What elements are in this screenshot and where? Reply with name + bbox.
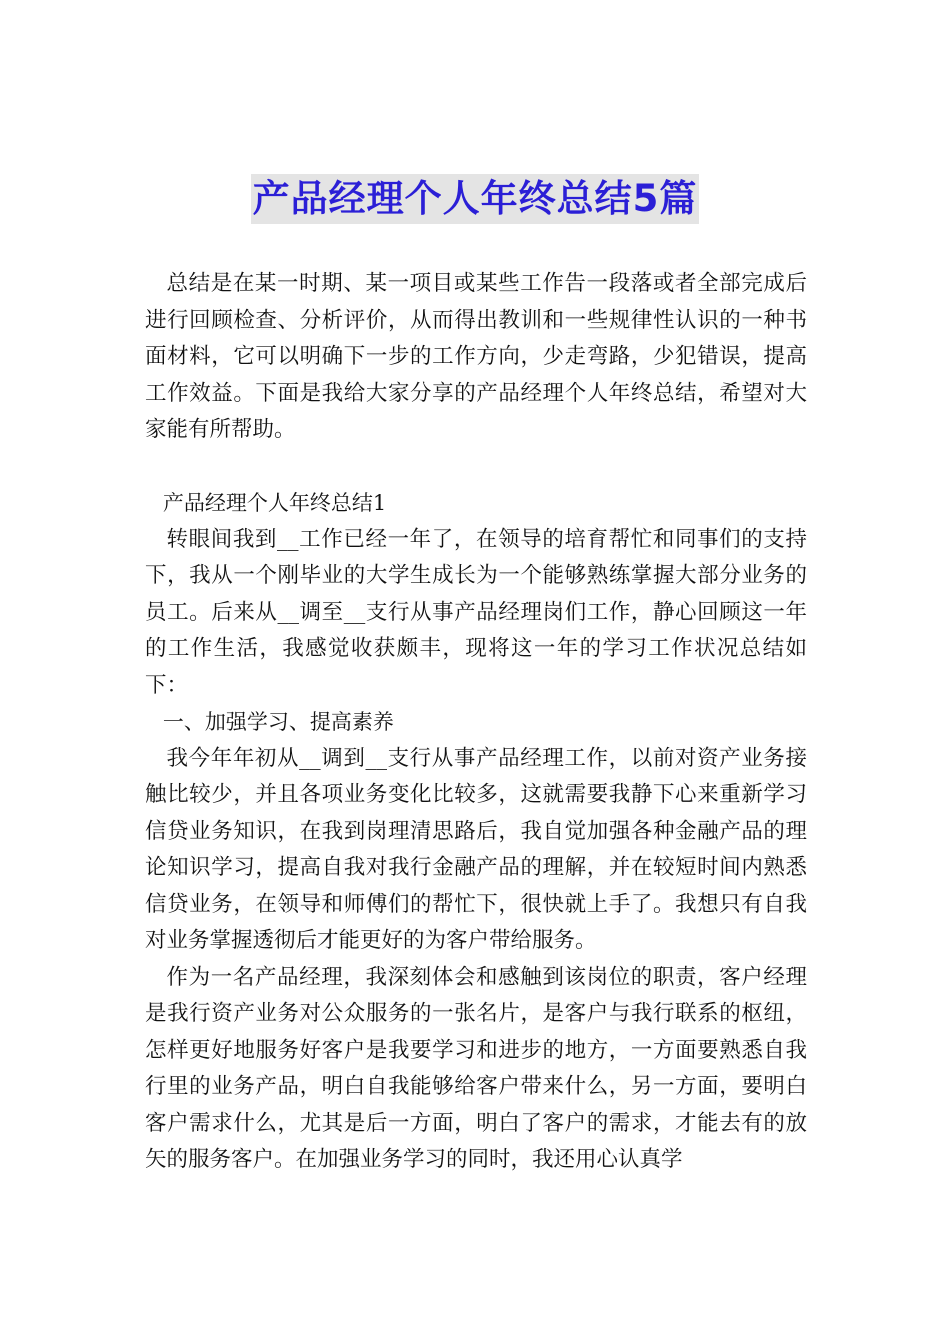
document-title: 产品经理个人年终总结5篇 — [251, 174, 700, 224]
paragraph-spacer — [145, 449, 807, 486]
intro-paragraph: 总结是在某一时期、某一项目或某些工作告一段落或者全部完成后进行回顾检查、分析评价，从而得出教训和一些规律性认识的一种书面材料，它可以明确下一步的工作方向，少走弯路，少犯错误，提高工作效益。下面是我给大家分享的产品经理个人年终总结，希望对大家能有所帮助。 — [145, 271, 807, 442]
body-paragraph-3: 作为一名产品经理，我深刻体会和感触到该岗位的职责，客户经理是我行资产业务对公众服务的一张名片，是客户与我行联系的枢纽，怎样更好地服务好客户是我要学习和进步的地方，一方面要熟悉自我行里的业务产品，明白自我能够给客户带来什么，另一方面，要明白客户需求什么，尤其是后一方面，明白了客户的需求，才能去有的放矢的服务客户。在加强业务学习的同时，我还用心认真学 — [145, 964, 807, 1172]
title-container — [0, 174, 950, 224]
subheading: 一、加强学习、提高素养 — [162, 710, 394, 734]
body-paragraph-1: 转眼间我到__工作已经一年了，在领导的培育帮忙和同事们的支持下，我从一个刚毕业的大学生成长为一个能够熟练掌握大部分业务的员工。后来从__调至__支行从事产品经理岗们工作，静心回顾这一年的工作生活，我感觉收获颇丰，现将这一年的学习工作状况总结如下： — [145, 526, 807, 698]
section-heading: 产品经理个人年终总结1 — [162, 491, 387, 515]
document-body — [145, 266, 807, 1179]
body-paragraph-2: 我今年年初从__调到__支行从事产品经理工作，以前对资产业务接触比较少，并且各项业务变化比较多，这就需要我静下心来重新学习信贷业务知识，在我到岗理清思路后，我自觉加强各种金融产品的理论知识学习，提高自我对我行金融产品的理解，并在较短时间内熟悉信贷业务，在领导和师傅们的帮忙下，很快就上手了。我想只有自我对业务掌握透彻后才能更好的为客户带给服务。 — [145, 745, 807, 953]
